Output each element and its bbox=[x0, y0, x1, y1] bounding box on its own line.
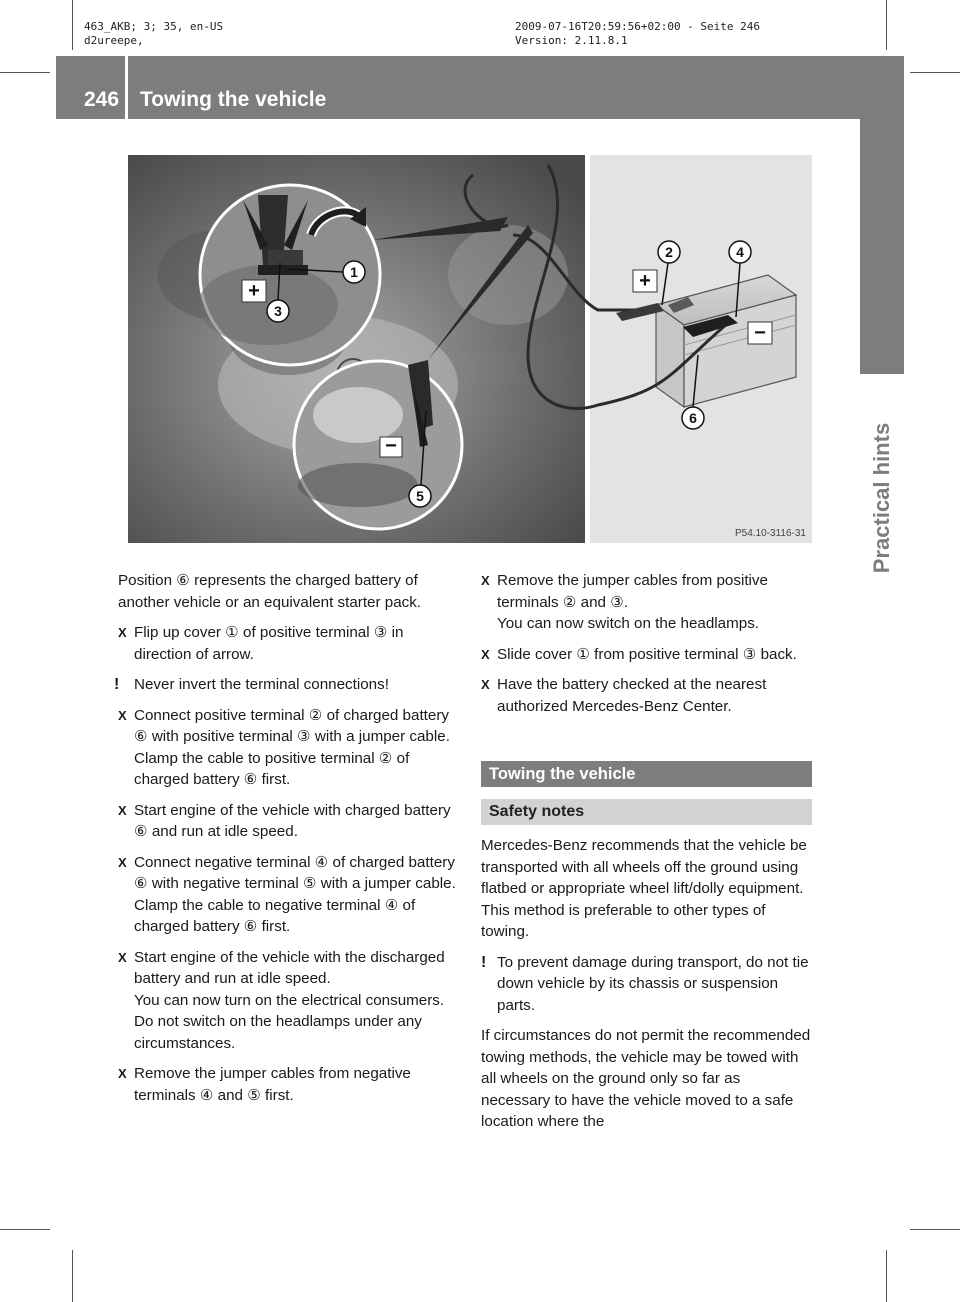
body-paragraph: Mercedes-Benz recommends that the vehicle be transported with all wheels off the ground using flatbed or appropriate wheel lift/dolly equipment. This method is preferable to other types of towing. bbox=[481, 837, 807, 940]
header-separator bbox=[125, 56, 128, 119]
crop-mark bbox=[0, 1229, 50, 1230]
left-column bbox=[114, 570, 462, 1115]
crop-mark bbox=[72, 1250, 73, 1302]
step-text: Slide cover ① from positive terminal ③ back. bbox=[497, 645, 797, 663]
step-result-text: You can now switch on the headlamps. bbox=[497, 615, 760, 632]
step-item bbox=[481, 570, 812, 635]
step-marker: X bbox=[481, 646, 490, 662]
step-item bbox=[118, 852, 462, 938]
print-meta-left bbox=[84, 20, 223, 48]
step-item bbox=[118, 1063, 462, 1106]
print-meta-right-line2: Version: 2.11.8.1 bbox=[515, 34, 628, 47]
step-text: Start engine of the vehicle with the discharged battery and run at idle speed. bbox=[134, 948, 445, 987]
step-text: Remove the jumper cables from negative terminals ④ and ⑤ first. bbox=[134, 1065, 411, 1104]
step-item bbox=[118, 705, 462, 791]
intro-paragraph: Position ⑥ represents the charged battery of another vehicle or an equivalent starter pack. bbox=[118, 572, 422, 611]
step-item bbox=[118, 622, 462, 665]
crop-mark bbox=[72, 0, 73, 50]
warning-text: To prevent damage during transport, do not tie down vehicle by its chassis or suspension parts. bbox=[497, 953, 809, 1014]
crop-mark bbox=[886, 0, 887, 50]
body-paragraph: If circumstances do not permit the recommended towing methods, the vehicle may be towed with all wheels on the ground only so far as necessary to have the vehicle moved to a safe location where the bbox=[481, 1027, 811, 1130]
step-text: Connect positive terminal ② of charged battery ⑥ with positive terminal ③ with a jumper cable. Clamp the cable to positive terminal ② of charged battery ⑥ first. bbox=[134, 706, 450, 788]
step-item bbox=[118, 800, 462, 843]
step-text: Have the battery checked at the nearest authorized Mercedes-Benz Center. bbox=[497, 676, 767, 715]
step-marker: X bbox=[118, 707, 127, 723]
crop-mark bbox=[0, 72, 50, 73]
step-marker: X bbox=[481, 573, 490, 588]
warning-text: Never invert the terminal connections! bbox=[134, 676, 389, 693]
callout-6: 6 bbox=[689, 410, 697, 426]
step-marker: X bbox=[118, 802, 127, 818]
plus-sign-battery: + bbox=[639, 270, 651, 292]
callout-2: 2 bbox=[665, 244, 673, 260]
step-marker: X bbox=[118, 854, 127, 870]
step-text: Connect negative terminal ④ of charged battery ⑥ with negative terminal ⑤ with a jumper cable. Clamp the cable to negative terminal ④ of charged battery ⑥ first. bbox=[134, 853, 456, 935]
side-tab-label: Practical hints bbox=[869, 422, 894, 574]
figure-code: P54.10-3116-31 bbox=[735, 528, 806, 539]
print-meta-right bbox=[515, 20, 760, 48]
step-text: Remove the jumper cables from positive terminals ② and ③. bbox=[497, 572, 768, 611]
page-number: 246 bbox=[84, 88, 120, 111]
side-tab bbox=[860, 119, 904, 374]
print-meta-left-line2: d2ureepe, bbox=[84, 34, 144, 47]
print-meta-right-line1: 2009-07-16T20:59:56+02:00 - Seite 246 bbox=[515, 20, 761, 33]
step-result-text: You can now turn on the electrical consumers. Do not switch on the headlamps under any circumstances. bbox=[134, 991, 445, 1052]
warning-note bbox=[114, 674, 462, 696]
step-text: Start engine of the vehicle with charged battery ⑥ and run at idle speed. bbox=[134, 801, 451, 840]
page-title: Towing the vehicle bbox=[140, 88, 327, 111]
right-column bbox=[481, 570, 812, 1142]
subsection-heading: Safety notes bbox=[481, 799, 812, 825]
warning-icon: ! bbox=[481, 953, 487, 971]
step-marker: X bbox=[118, 1066, 127, 1081]
callout-3: 3 bbox=[274, 303, 282, 319]
warning-icon: ! bbox=[114, 676, 120, 693]
step-marker: X bbox=[481, 677, 490, 692]
warning-note bbox=[481, 952, 812, 1017]
jump-start-figure bbox=[128, 155, 812, 543]
step-marker: X bbox=[118, 625, 127, 640]
callout-4: 4 bbox=[736, 244, 744, 260]
step-item bbox=[481, 644, 812, 666]
print-meta-left-line1: 463_AKB; 3; 35, en-US bbox=[84, 20, 224, 33]
minus-sign-engine: − bbox=[385, 435, 397, 457]
section-heading: Towing the vehicle bbox=[481, 761, 812, 787]
callout-5: 5 bbox=[416, 488, 424, 504]
plus-sign-engine: + bbox=[248, 280, 260, 302]
step-item bbox=[118, 947, 462, 1055]
crop-mark bbox=[886, 1250, 887, 1302]
minus-sign-battery: − bbox=[754, 322, 766, 344]
step-text: Flip up cover ① of positive terminal ③ in direction of arrow. bbox=[134, 624, 404, 663]
crop-mark bbox=[910, 72, 960, 73]
crop-mark bbox=[910, 1229, 960, 1230]
step-item bbox=[481, 674, 812, 717]
step-marker: X bbox=[118, 949, 127, 965]
callout-1: 1 bbox=[350, 264, 358, 280]
